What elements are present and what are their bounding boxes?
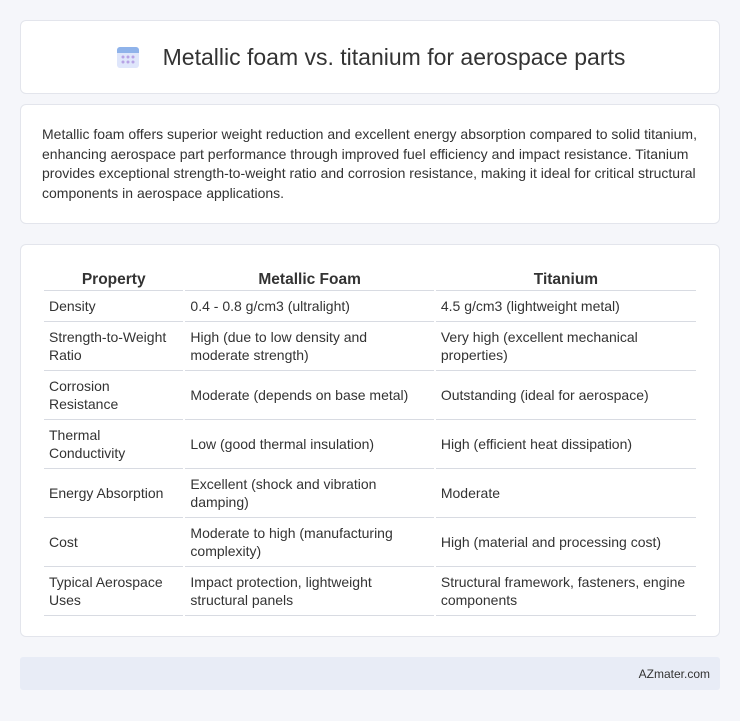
- metallic-foam-cell: Moderate to high (manufacturing complexity): [185, 518, 433, 567]
- footer-brand: AZmater.com: [638, 666, 710, 681]
- table-row: [44, 291, 696, 322]
- title-card: [20, 20, 720, 94]
- header-metallic-foam: Metallic Foam: [185, 265, 433, 291]
- property-cell: Typical Aerospace Uses: [44, 567, 183, 616]
- titanium-cell: Structural framework, fasteners, engine components: [436, 567, 696, 616]
- property-cell: Thermal Conductivity: [44, 420, 183, 469]
- table-row: [44, 518, 696, 567]
- comparison-table: [42, 265, 698, 616]
- summary-text: Metallic foam offers superior weight reduction and excellent energy absorption compared to solid titanium, enhancing aerospace part performance through improved fuel efficiency and impact resistance. Titanium provides exceptional strength-to-weight ratio and corrosion resistance, making it ideal for critical structural components in aerospace applications.: [42, 126, 697, 201]
- titanium-cell: High (material and processing cost): [436, 518, 696, 567]
- header-titanium: Titanium: [436, 265, 696, 291]
- page-title: Metallic foam vs. titanium for aerospace parts: [162, 43, 626, 70]
- property-cell: Density: [44, 291, 183, 322]
- titanium-cell: Very high (excellent mechanical properties): [436, 322, 696, 371]
- metallic-foam-cell: Impact protection, lightweight structural panels: [185, 567, 433, 616]
- table-row: [44, 371, 696, 420]
- titanium-cell: 4.5 g/cm3 (lightweight metal): [436, 291, 696, 322]
- metallic-foam-cell: High (due to low density and moderate strength): [185, 322, 433, 371]
- property-cell: Corrosion Resistance: [44, 371, 183, 420]
- calendar-icon: [115, 44, 141, 70]
- property-cell: Energy Absorption: [44, 469, 183, 518]
- table-row: [44, 420, 696, 469]
- titanium-cell: Outstanding (ideal for aerospace): [436, 371, 696, 420]
- metallic-foam-cell: Excellent (shock and vibration damping): [185, 469, 433, 518]
- comparison-table-card: [20, 244, 720, 637]
- titanium-cell: Moderate: [436, 469, 696, 518]
- metallic-foam-cell: Moderate (depends on base metal): [185, 371, 433, 420]
- footer: [20, 657, 720, 690]
- property-cell: Strength-to-Weight Ratio: [44, 322, 183, 371]
- property-cell: Cost: [44, 518, 183, 567]
- titanium-cell: High (efficient heat dissipation): [436, 420, 696, 469]
- header-property: Property: [44, 265, 183, 291]
- table-row: [44, 567, 696, 616]
- table-header-row: [44, 265, 696, 291]
- metallic-foam-cell: Low (good thermal insulation): [185, 420, 433, 469]
- table-row: [44, 469, 696, 518]
- summary-card: [20, 104, 720, 224]
- metallic-foam-cell: 0.4 - 0.8 g/cm3 (ultralight): [185, 291, 433, 322]
- table-row: [44, 322, 696, 371]
